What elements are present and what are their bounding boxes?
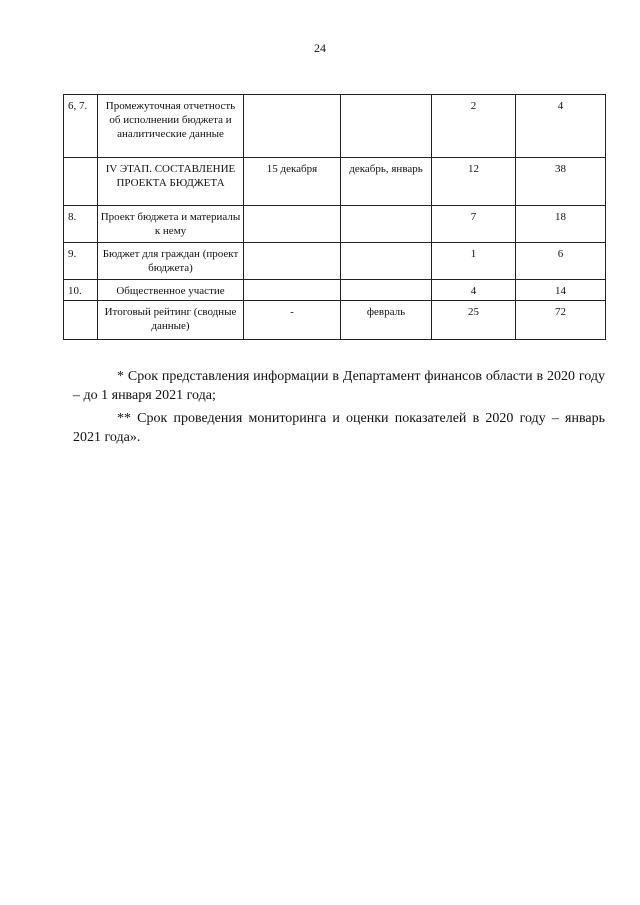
row-name: Промежуточная отчетность об исполнении бюджета и аналитические данные <box>98 95 244 158</box>
row-period <box>341 243 432 280</box>
row-score: 4 <box>432 280 516 301</box>
table-row <box>64 95 606 158</box>
row-deadline <box>244 280 341 301</box>
row-score: 7 <box>432 206 516 243</box>
row-period <box>341 280 432 301</box>
row-number: 8. <box>64 206 98 243</box>
row-name: IV ЭТАП. СОСТАВЛЕНИЕ ПРОЕКТА БЮДЖЕТА <box>98 158 244 206</box>
row-deadline <box>244 206 341 243</box>
page-number: 24 <box>314 41 326 55</box>
footnotes <box>73 367 605 451</box>
row-max-score: 14 <box>516 280 606 301</box>
row-deadline <box>244 95 341 158</box>
row-deadline: - <box>244 301 341 340</box>
row-period <box>341 206 432 243</box>
row-score: 12 <box>432 158 516 206</box>
row-deadline: 15 декабря <box>244 158 341 206</box>
row-period <box>341 95 432 158</box>
row-period: декабрь, январь <box>341 158 432 206</box>
row-score: 25 <box>432 301 516 340</box>
row-name: Бюджет для граждан (проект бюджета) <box>98 243 244 280</box>
row-number: 10. <box>64 280 98 301</box>
table-row <box>64 301 606 340</box>
row-number: 9. <box>64 243 98 280</box>
rating-table <box>63 94 606 340</box>
table-row <box>64 243 606 280</box>
row-score: 1 <box>432 243 516 280</box>
row-max-score: 6 <box>516 243 606 280</box>
row-name: Общественное участие <box>98 280 244 301</box>
footnote-submission-deadline: * Срок представления информации в Департамент финансов области в 2020 году – до 1 января 2021 года; <box>73 369 605 403</box>
row-number: 6, 7. <box>64 95 98 158</box>
row-deadline <box>244 243 341 280</box>
row-number <box>64 301 98 340</box>
row-max-score: 38 <box>516 158 606 206</box>
table-row <box>64 206 606 243</box>
row-name: Проект бюджета и материалы к нему <box>98 206 244 243</box>
row-max-score: 18 <box>516 206 606 243</box>
footnote-monitoring-period: ** Срок проведения мониторинга и оценки показателей в 2020 году – январь 2021 года». <box>73 411 605 445</box>
table-row <box>64 280 606 301</box>
row-name: Итоговый рейтинг (сводные данные) <box>98 301 244 340</box>
row-period: февраль <box>341 301 432 340</box>
table-row <box>64 158 606 206</box>
row-number <box>64 158 98 206</box>
row-score: 2 <box>432 95 516 158</box>
row-max-score: 4 <box>516 95 606 158</box>
row-max-score: 72 <box>516 301 606 340</box>
